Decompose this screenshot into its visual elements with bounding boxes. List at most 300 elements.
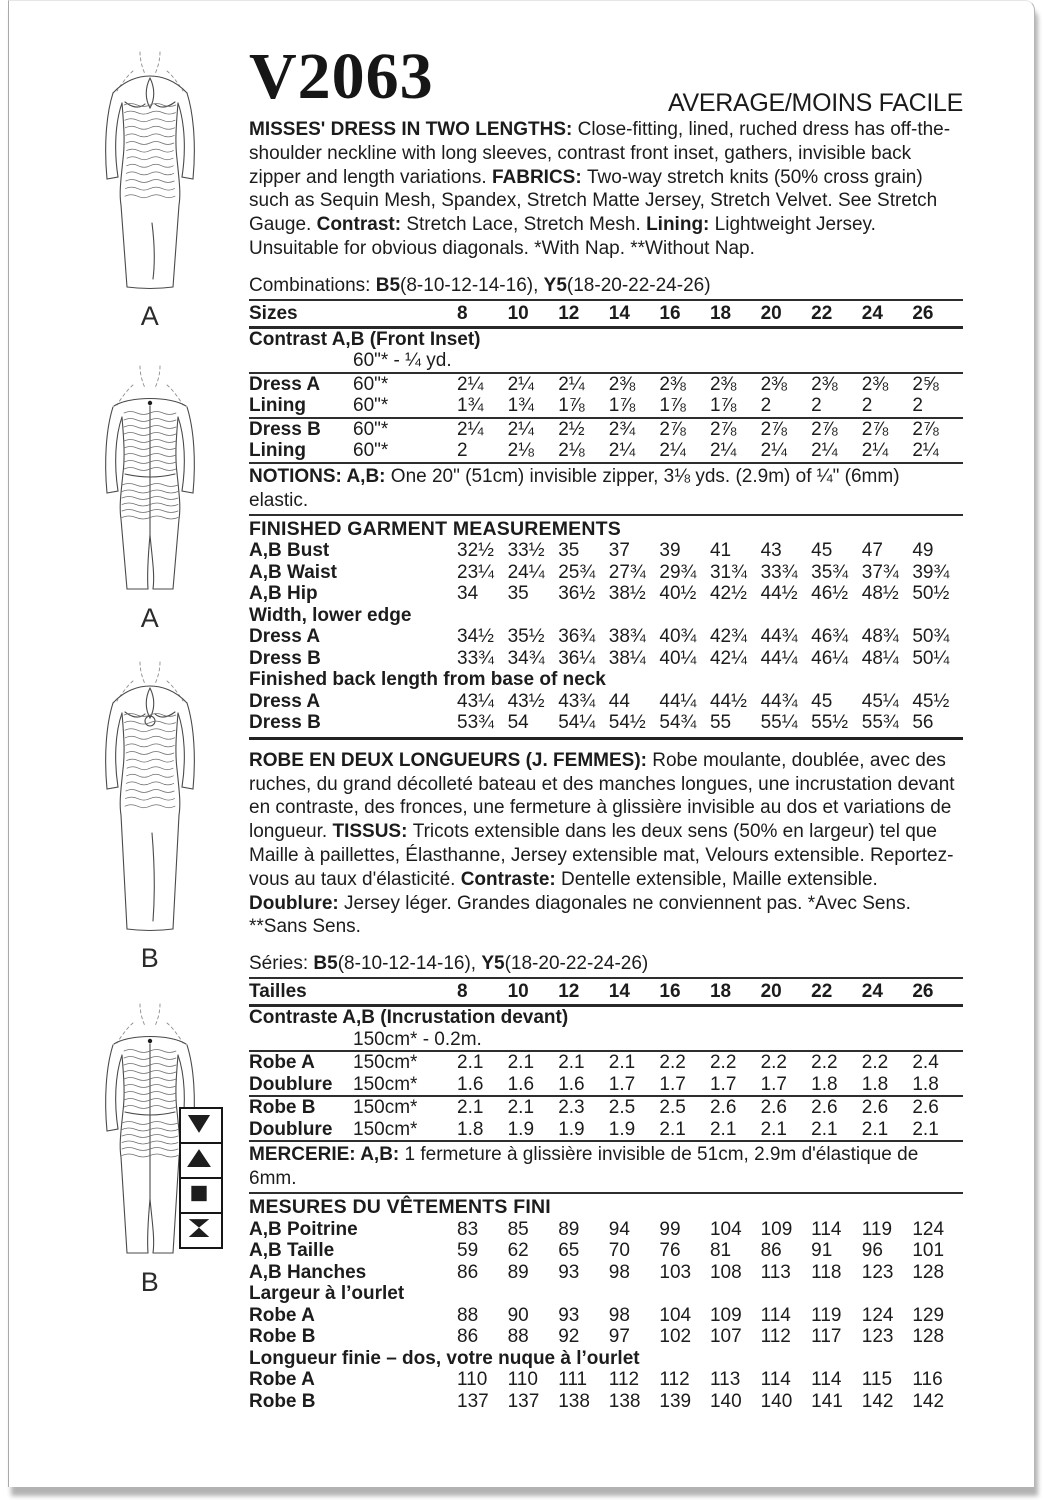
view-label: A bbox=[140, 301, 160, 331]
section-heading: FINISHED GARMENT MEASUREMENTS bbox=[249, 517, 621, 540]
table-cell: 2⅜ bbox=[861, 373, 889, 395]
contrast-note-value: 60"* - ¼ yd. bbox=[353, 350, 452, 372]
fabric-width: 60"* bbox=[353, 440, 389, 462]
table-cell: 2⅞ bbox=[709, 418, 737, 440]
dress-b-front-illustration bbox=[89, 657, 211, 974]
table-row bbox=[249, 419, 963, 441]
table-cell: 2.2 bbox=[709, 1052, 737, 1074]
table-row bbox=[249, 1219, 963, 1241]
row-label: Robe B bbox=[249, 1097, 316, 1119]
row-label: Robe A bbox=[249, 1369, 315, 1391]
spacer bbox=[353, 301, 457, 326]
table-cell: 2⅜ bbox=[608, 373, 636, 395]
row-label: Robe B bbox=[249, 1390, 316, 1412]
size-value: 12 bbox=[558, 981, 580, 1003]
size-value: 14 bbox=[608, 981, 630, 1003]
table-cell: 38¼ bbox=[608, 647, 646, 669]
table-cell: 123 bbox=[861, 1326, 894, 1348]
table-cell: 55¼ bbox=[760, 712, 798, 734]
table-cell: 138 bbox=[558, 1390, 590, 1412]
table-cell: 49 bbox=[912, 540, 934, 562]
table-cell: 2.1 bbox=[811, 1118, 838, 1140]
table-cell: 1⅞ bbox=[558, 395, 585, 417]
table-cell: 119 bbox=[811, 1304, 842, 1326]
dress-a-back-line-art bbox=[94, 361, 206, 601]
table-cell: 41 bbox=[709, 540, 732, 562]
table-cell: 97 bbox=[608, 1326, 630, 1348]
table-cell: 2.2 bbox=[861, 1052, 889, 1074]
size-value: 18 bbox=[709, 302, 732, 324]
table-cell: 33½ bbox=[507, 540, 545, 562]
table-cell: 123 bbox=[861, 1261, 894, 1283]
table-cell: 1.7 bbox=[709, 1073, 737, 1095]
table-cell: 113 bbox=[760, 1261, 791, 1283]
table-cell: 2⅝ bbox=[912, 373, 939, 395]
row-label: A,B Bust bbox=[249, 540, 330, 562]
table-cell: 119 bbox=[861, 1218, 893, 1240]
row-label: Robe A bbox=[249, 1304, 315, 1326]
table-cell: 44½ bbox=[760, 583, 798, 605]
sub-heading: Longueur finie – dos, votre nuque à l’ourlet bbox=[249, 1347, 640, 1369]
table-cell: 44¾ bbox=[760, 690, 798, 712]
yardage-group bbox=[249, 417, 963, 462]
table-cell: 115 bbox=[861, 1369, 893, 1391]
table-row bbox=[249, 1052, 963, 1074]
section-heading: MESURES DU VÊTEMENTS FINI bbox=[249, 1196, 551, 1219]
table-cell: 98 bbox=[608, 1261, 630, 1283]
table-cell: 124 bbox=[861, 1304, 894, 1326]
fabric-width: 150cm* bbox=[353, 1118, 418, 1140]
table-cell: 37 bbox=[608, 540, 630, 562]
fabric-width: 60"* bbox=[353, 418, 389, 440]
table-cell: 2.1 bbox=[608, 1052, 636, 1074]
table-cell: 109 bbox=[709, 1304, 742, 1326]
table-cell: 48¼ bbox=[861, 647, 899, 669]
french-description: ROBE EN DEUX LONGUEURS (J. FEMMES): Robe moulante, doublée, avec des ruches, du grand décolleté bateau et des manches longues, une incrustation devant en contraste, des fronces, une fermeture à glissière invisible au dos et variations de longueur. TISSUS: Tricots extensible dans les deux sens (50% en largeur) tel que Maille à paillettes, Élasthanne, Jersey extensible mat, Velours extensible. Reportez-vous au taux d'élasticité. Contraste: Dentelle extensible, Maille extensible. Doublure: Jersey léger. Grandes diagonales ne conviennent pas. *Avec Sens. **Sans Sens. bbox=[249, 749, 955, 938]
table-row bbox=[249, 626, 963, 648]
table-cell: 40¼ bbox=[659, 647, 697, 669]
table-cell: 107 bbox=[709, 1326, 742, 1348]
table-cell: 104 bbox=[709, 1218, 742, 1240]
cut-symbol-hourglass-icon bbox=[179, 1212, 223, 1249]
table-cell: 32½ bbox=[457, 540, 494, 562]
size-value: 26 bbox=[912, 302, 934, 324]
yardage-group bbox=[249, 1050, 963, 1095]
table-cell: 40¾ bbox=[659, 626, 697, 648]
notions-line: NOTIONS: A,B: One 20" (51cm) invisible zipper, 3⅛ yds. (2.9m) of ¼" (6mm) elastic. bbox=[249, 464, 963, 516]
table-cell: 55¾ bbox=[861, 712, 899, 734]
row-label: Doublure bbox=[249, 1073, 333, 1095]
table-cell: 88 bbox=[457, 1304, 479, 1326]
table-cell: 86 bbox=[760, 1240, 782, 1262]
table-cell: 31¾ bbox=[709, 561, 747, 583]
table-cell: 1¾ bbox=[507, 395, 535, 417]
table-cell: 85 bbox=[507, 1218, 529, 1240]
table-cell: 2.3 bbox=[558, 1097, 585, 1119]
table-cell: 2⅞ bbox=[760, 418, 787, 440]
table-cell: 1⅞ bbox=[709, 395, 737, 417]
table-cell: 53¾ bbox=[457, 712, 494, 734]
table-cell: 2.1 bbox=[558, 1052, 585, 1074]
table-cell: 2¼ bbox=[457, 373, 484, 395]
table-row bbox=[249, 1305, 963, 1327]
row-label: A,B Poitrine bbox=[249, 1218, 358, 1240]
table-cell: 54¼ bbox=[558, 712, 596, 734]
table-cell: 112 bbox=[608, 1369, 640, 1391]
table-cell: 35 bbox=[558, 540, 580, 562]
table-cell: 59 bbox=[457, 1240, 479, 1262]
table-cell: 42¼ bbox=[709, 647, 747, 669]
table-cell: 94 bbox=[608, 1218, 630, 1240]
table-cell: 46¼ bbox=[811, 647, 849, 669]
table-cell: 139 bbox=[659, 1390, 692, 1412]
table-cell: 65 bbox=[558, 1240, 580, 1262]
table-cell: 44¼ bbox=[760, 647, 798, 669]
table-cell: 2 bbox=[861, 395, 873, 417]
table-cell: 1.6 bbox=[507, 1073, 535, 1095]
table-cell: 24¼ bbox=[507, 561, 545, 583]
size-value: 26 bbox=[912, 981, 934, 1003]
english-description: MISSES' DRESS IN TWO LENGTHS: Close-fitting, lined, ruched dress has off-the-shoulder neckline with long sleeves, contrast front inset, gathers, invisible back zipper and length variations. FABRICS: Two-way stretch knits (50% cross grain) such as Sequin Mesh, Spandex, Stretch Matte Jersey, Stretch Velvet. See Stretch Gauge. Contrast: Stretch Lace, Stretch Mesh. Lining: Lightweight Jersey. Unsuitable for obvious diagonals. *With Nap. **Without Nap. bbox=[249, 119, 951, 259]
table-cell: 40½ bbox=[659, 583, 697, 605]
size-value: 10 bbox=[507, 302, 529, 324]
table-row bbox=[249, 583, 963, 605]
table-cell: 114 bbox=[811, 1369, 842, 1391]
size-header-row bbox=[249, 979, 963, 1007]
fabric-width: 60"* bbox=[353, 395, 389, 417]
table-cell: 44¼ bbox=[659, 690, 697, 712]
table-cell: 98 bbox=[608, 1304, 630, 1326]
table-row bbox=[249, 1240, 963, 1262]
table-cell: 33¾ bbox=[760, 561, 798, 583]
table-cell: 102 bbox=[659, 1326, 692, 1348]
table-row bbox=[249, 374, 963, 396]
table-cell: 70 bbox=[608, 1240, 630, 1262]
size-value: 24 bbox=[861, 981, 883, 1003]
table-cell: 54½ bbox=[608, 712, 646, 734]
table-cell: 33¾ bbox=[457, 647, 494, 669]
table-row bbox=[249, 540, 963, 562]
table-cell: 44½ bbox=[709, 690, 747, 712]
table-cell: 2⅛ bbox=[507, 440, 535, 462]
table-cell: 112 bbox=[760, 1326, 791, 1348]
fabric-width: 150cm* bbox=[353, 1073, 418, 1095]
row-label: A,B Hip bbox=[249, 583, 318, 605]
table-cell: 2¼ bbox=[608, 440, 636, 462]
table-cell: 103 bbox=[659, 1261, 692, 1283]
table-cell: 112 bbox=[659, 1369, 690, 1391]
table-cell: 34½ bbox=[457, 626, 494, 648]
mercerie-line: MERCERIE: A,B: 1 fermeture à glissière invisible de 51cm, 2.9m d'élastique de 6mm. bbox=[249, 1142, 963, 1194]
table-cell: 91 bbox=[811, 1240, 833, 1262]
size-value: 14 bbox=[608, 302, 630, 324]
table-cell: 1.9 bbox=[608, 1118, 636, 1140]
table-cell: 2.1 bbox=[760, 1118, 787, 1140]
table-cell: 39¾ bbox=[912, 561, 950, 583]
content-column bbox=[249, 1, 963, 1412]
table-cell: 2.6 bbox=[811, 1097, 838, 1119]
row-label: Dress A bbox=[249, 373, 321, 395]
table-cell: 86 bbox=[457, 1261, 479, 1283]
table-cell: 42½ bbox=[709, 583, 747, 605]
table-cell: 45¼ bbox=[861, 690, 899, 712]
table-cell: 36½ bbox=[558, 583, 596, 605]
table-cell: 116 bbox=[912, 1369, 943, 1391]
spacer bbox=[353, 979, 457, 1004]
table-cell: 109 bbox=[760, 1218, 793, 1240]
table-cell: 1.7 bbox=[608, 1073, 636, 1095]
size-value: 8 bbox=[457, 302, 468, 324]
table-cell: 99 bbox=[659, 1218, 681, 1240]
dress-a-front-line-art bbox=[94, 47, 206, 299]
table-cell: 2.6 bbox=[760, 1097, 787, 1119]
table-cell: 1⅞ bbox=[659, 395, 686, 417]
table-cell: 2⅜ bbox=[709, 373, 737, 395]
table-cell: 43½ bbox=[507, 690, 545, 712]
table-row bbox=[249, 1097, 963, 1119]
table-cell: 114 bbox=[760, 1369, 791, 1391]
table-cell: 2¼ bbox=[507, 373, 535, 395]
fabric-width: 60"* bbox=[353, 373, 389, 395]
table-row bbox=[249, 1074, 963, 1096]
table-cell: 2.6 bbox=[861, 1097, 889, 1119]
size-value: 22 bbox=[811, 981, 833, 1003]
table-cell: 2¾ bbox=[608, 418, 636, 440]
table-cell: 2¼ bbox=[760, 440, 787, 462]
table-cell: 2 bbox=[811, 395, 822, 417]
contrast-note-title: Contrast A,B (Front Inset) bbox=[249, 328, 481, 350]
size-value: 18 bbox=[709, 981, 732, 1003]
table-cell: 2.1 bbox=[457, 1097, 484, 1119]
table-cell: 45½ bbox=[912, 690, 950, 712]
yardage-group bbox=[249, 372, 963, 417]
view-label: B bbox=[140, 943, 160, 973]
table-cell: 50½ bbox=[912, 583, 950, 605]
table-cell: 38½ bbox=[608, 583, 646, 605]
size-value: 22 bbox=[811, 302, 833, 324]
table-cell: 2¼ bbox=[507, 418, 535, 440]
table-cell: 48½ bbox=[861, 583, 899, 605]
table-cell: 45 bbox=[811, 690, 833, 712]
table-cell: 36¾ bbox=[558, 626, 596, 648]
table-cell: 48¾ bbox=[861, 626, 899, 648]
cut-symbol-square-icon bbox=[179, 1177, 223, 1214]
table-cell: 2.1 bbox=[659, 1118, 686, 1140]
cut-symbol-triangle-up-icon bbox=[179, 1142, 223, 1179]
row-label: A,B Waist bbox=[249, 561, 337, 583]
table-cell: 2.1 bbox=[861, 1118, 889, 1140]
table-cell: 101 bbox=[912, 1240, 945, 1262]
row-label: Dress A bbox=[249, 626, 321, 648]
table-cell: 46½ bbox=[811, 583, 849, 605]
table-cell: 86 bbox=[457, 1326, 479, 1348]
table-cell: 45 bbox=[811, 540, 833, 562]
table-cell: 104 bbox=[659, 1304, 692, 1326]
table-cell: 2.5 bbox=[608, 1097, 636, 1119]
pattern-envelope-back bbox=[8, 0, 1035, 1487]
table-cell: 93 bbox=[558, 1261, 580, 1283]
table-cell: 2.6 bbox=[912, 1097, 939, 1119]
table-cell: 2.1 bbox=[507, 1052, 535, 1074]
size-value: 8 bbox=[457, 981, 468, 1003]
table-cell: 2.1 bbox=[912, 1118, 939, 1140]
table-cell: 2.5 bbox=[659, 1097, 686, 1119]
table-cell: 90 bbox=[507, 1304, 529, 1326]
table-cell: 2 bbox=[912, 395, 923, 417]
row-label: Dress B bbox=[249, 418, 321, 440]
table-cell: 2.1 bbox=[457, 1052, 484, 1074]
row-label: Lining bbox=[249, 395, 306, 417]
table-cell: 1.8 bbox=[457, 1118, 484, 1140]
table-cell: 23¼ bbox=[457, 561, 494, 583]
table-cell: 1¾ bbox=[457, 395, 484, 417]
table-cell: 1⅞ bbox=[608, 395, 636, 417]
table-cell: 114 bbox=[811, 1218, 842, 1240]
table-row bbox=[249, 1369, 963, 1391]
table-cell: 129 bbox=[912, 1304, 945, 1326]
table-row bbox=[249, 1326, 963, 1348]
row-label: Dress B bbox=[249, 647, 321, 669]
table-cell: 137 bbox=[507, 1390, 540, 1412]
table-cell: 140 bbox=[709, 1390, 742, 1412]
row-label: Doublure bbox=[249, 1118, 333, 1140]
table-row bbox=[249, 648, 963, 670]
yardage-group bbox=[249, 1095, 963, 1140]
table-cell: 142 bbox=[861, 1390, 894, 1412]
measurements-table-fr bbox=[249, 1196, 963, 1412]
table-cell: 2⅜ bbox=[760, 373, 787, 395]
table-cell: 2⅛ bbox=[558, 440, 585, 462]
table-cell: 35¾ bbox=[811, 561, 849, 583]
table-cell: 124 bbox=[912, 1218, 945, 1240]
table-cell: 88 bbox=[507, 1326, 529, 1348]
table-cell: 55 bbox=[709, 712, 732, 734]
table-cell: 55½ bbox=[811, 712, 849, 734]
row-label: A,B Taille bbox=[249, 1240, 335, 1262]
table-cell: 2.2 bbox=[760, 1052, 787, 1074]
table-cell: 2 bbox=[760, 395, 772, 417]
cut-symbol-triangle-down-icon bbox=[179, 1107, 223, 1144]
table-cell: 76 bbox=[659, 1240, 681, 1262]
table-cell: 25¾ bbox=[558, 561, 596, 583]
table-cell: 2⅞ bbox=[912, 418, 939, 440]
table-row bbox=[249, 562, 963, 584]
size-value: 10 bbox=[507, 981, 529, 1003]
yardage-table-en bbox=[249, 301, 963, 464]
dress-a-back-illustration bbox=[89, 361, 211, 634]
table-cell: 113 bbox=[709, 1369, 741, 1391]
table-cell: 44¾ bbox=[760, 626, 798, 648]
table-cell: 1.8 bbox=[811, 1073, 838, 1095]
table-cell: 89 bbox=[558, 1218, 580, 1240]
table-cell: 43¼ bbox=[457, 690, 494, 712]
table-row bbox=[249, 395, 963, 417]
view-label: B bbox=[140, 1267, 160, 1297]
table-cell: 1.7 bbox=[760, 1073, 787, 1095]
table-cell: 2½ bbox=[558, 418, 585, 440]
table-cell: 110 bbox=[457, 1369, 488, 1391]
table-cell: 142 bbox=[912, 1390, 945, 1412]
table-cell: 39 bbox=[659, 540, 681, 562]
table-cell: 96 bbox=[861, 1240, 883, 1262]
table-cell: 108 bbox=[709, 1261, 742, 1283]
row-label: Lining bbox=[249, 440, 306, 462]
table-cell: 27¾ bbox=[608, 561, 646, 583]
row-label: Robe B bbox=[249, 1326, 316, 1348]
yardage-table-fr bbox=[249, 979, 963, 1142]
cutting-layout-symbols bbox=[179, 1107, 223, 1249]
table-row bbox=[249, 691, 963, 713]
size-value: 16 bbox=[659, 981, 681, 1003]
table-cell: 92 bbox=[558, 1326, 580, 1348]
table-row bbox=[249, 1391, 963, 1413]
table-cell: 38¾ bbox=[608, 626, 646, 648]
table-cell: 56 bbox=[912, 712, 934, 734]
row-label: Robe A bbox=[249, 1052, 315, 1074]
fabric-width: 150cm* bbox=[353, 1097, 418, 1119]
table-cell: 128 bbox=[912, 1261, 945, 1283]
table-cell: 62 bbox=[507, 1240, 529, 1262]
table-cell: 50¼ bbox=[912, 647, 950, 669]
table-cell: 141 bbox=[811, 1390, 843, 1412]
table-cell: 2 bbox=[457, 440, 468, 462]
table-cell: 2.1 bbox=[507, 1097, 535, 1119]
view-label: A bbox=[140, 603, 160, 633]
table-cell: 1.7 bbox=[659, 1073, 686, 1095]
table-row bbox=[249, 1262, 963, 1284]
table-cell: 29¾ bbox=[659, 561, 697, 583]
table-cell: 2⅞ bbox=[659, 418, 686, 440]
sub-heading: Width, lower edge bbox=[249, 604, 412, 626]
table-row bbox=[249, 440, 963, 462]
table-cell: 2¼ bbox=[912, 440, 939, 462]
table-cell: 1.6 bbox=[457, 1073, 484, 1095]
table-cell: 1.9 bbox=[558, 1118, 585, 1140]
table-cell: 47 bbox=[861, 540, 883, 562]
table-cell: 2⅜ bbox=[659, 373, 686, 395]
table-cell: 81 bbox=[709, 1240, 732, 1262]
table-row bbox=[249, 1119, 963, 1141]
table-cell: 1.6 bbox=[558, 1073, 585, 1095]
row-label: Dress A bbox=[249, 690, 321, 712]
table-cell: 44 bbox=[608, 690, 630, 712]
dress-b-front-line-art bbox=[94, 657, 206, 941]
table-cell: 137 bbox=[457, 1390, 489, 1412]
table-cell: 2⅞ bbox=[811, 418, 838, 440]
table-cell: 43¾ bbox=[558, 690, 596, 712]
table-cell: 114 bbox=[760, 1304, 791, 1326]
table-cell: 2⅜ bbox=[811, 373, 838, 395]
table-cell: 2¼ bbox=[558, 373, 585, 395]
table-cell: 110 bbox=[507, 1369, 538, 1391]
table-cell: 117 bbox=[811, 1326, 842, 1348]
difficulty-rating: AVERAGE/MOINS FACILE bbox=[667, 89, 963, 117]
table-cell: 140 bbox=[760, 1390, 793, 1412]
table-cell: 34¾ bbox=[507, 647, 545, 669]
size-header-row bbox=[249, 301, 963, 329]
size-value: 20 bbox=[760, 981, 782, 1003]
size-header-label: Sizes bbox=[249, 302, 298, 324]
sub-heading: Largeur à l’ourlet bbox=[249, 1283, 405, 1305]
table-cell: 1.8 bbox=[912, 1073, 939, 1095]
table-cell: 36¼ bbox=[558, 647, 596, 669]
table-cell: 2.6 bbox=[709, 1097, 737, 1119]
table-cell: 43 bbox=[760, 540, 782, 562]
table-cell: 128 bbox=[912, 1326, 945, 1348]
row-label: Dress B bbox=[249, 712, 321, 734]
contrast-note-title: Contraste A,B (Incrustation devant) bbox=[249, 1007, 569, 1029]
size-value: 20 bbox=[760, 302, 782, 324]
